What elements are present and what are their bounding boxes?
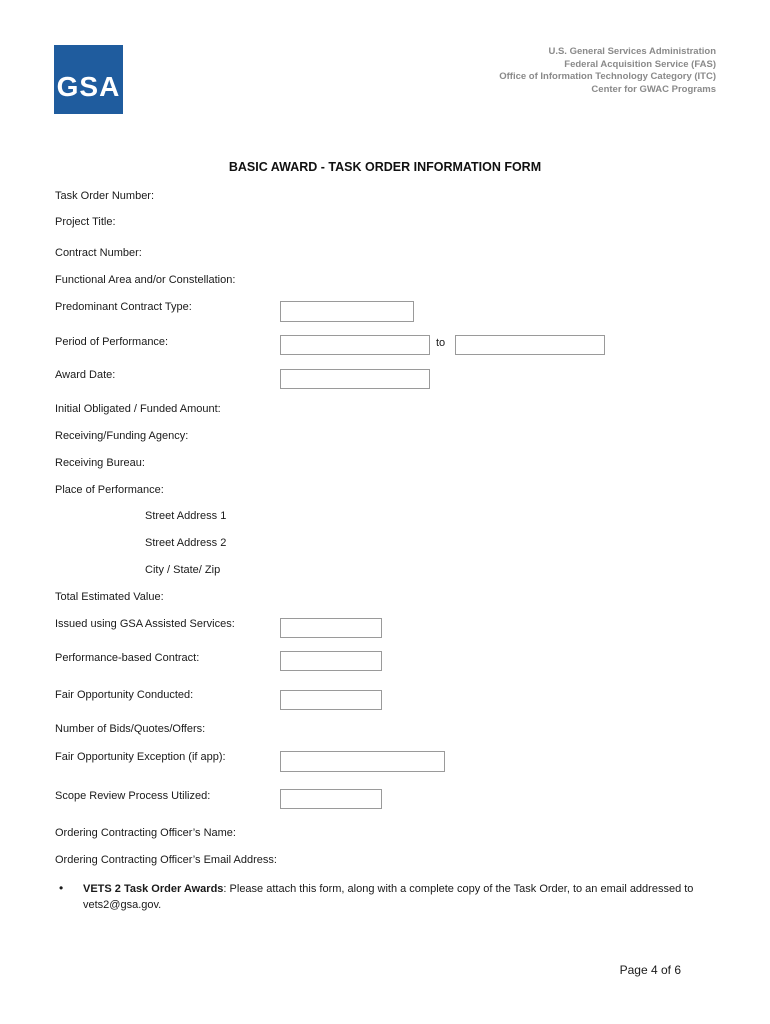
performance-based-label: Performance-based Contract: <box>55 652 200 664</box>
contract-type-label: Predominant Contract Type: <box>55 301 192 313</box>
scope-review-label: Scope Review Process Utilized: <box>55 790 211 802</box>
street-address-2-label: Street Address 2 <box>145 537 227 549</box>
note-text: : Please attach this form, along with a complete copy of the Task Order, to an email addressed to vets2@gsa.gov. <box>83 883 694 911</box>
period-start-field[interactable] <box>280 335 430 355</box>
receiving-bureau-label: Receiving Bureau: <box>55 457 145 469</box>
gsa-assisted-label: Issued using GSA Assisted Services: <box>55 618 235 630</box>
award-date-field[interactable] <box>280 369 430 389</box>
page-number: Page 4 of 6 <box>619 963 681 977</box>
award-date-label: Award Date: <box>55 369 116 381</box>
fair-opportunity-exception-field[interactable] <box>280 751 445 772</box>
performance-based-field[interactable] <box>280 651 382 671</box>
project-title-label: Project Title: <box>55 216 116 228</box>
agency-header <box>499 46 716 96</box>
contract-type-field[interactable] <box>280 301 414 322</box>
city-state-zip-label: City / State/ Zip <box>145 564 221 576</box>
fair-opportunity-label: Fair Opportunity Conducted: <box>55 689 194 701</box>
submission-note <box>83 881 723 913</box>
gsa-assisted-field[interactable] <box>280 618 382 638</box>
agency-line: Office of Information Technology Category (ITC) <box>499 71 716 82</box>
number-of-bids-label: Number of Bids/Quotes/Offers: <box>55 723 206 735</box>
agency-line: Federal Acquisition Service (FAS) <box>564 58 716 70</box>
task-order-number-label: Task Order Number: <box>55 190 155 202</box>
place-of-performance-label: Place of Performance: <box>55 484 164 496</box>
funding-agency-label: Receiving/Funding Agency: <box>55 430 189 442</box>
scope-review-field[interactable] <box>280 789 382 809</box>
agency-line: U.S. General Services Administration <box>548 46 716 57</box>
bullet-icon: • <box>59 881 64 895</box>
note-heading: VETS 2 Task Order Awards <box>83 883 224 895</box>
agency-line: Center for GWAC Programs <box>591 83 716 95</box>
functional-area-label: Functional Area and/or Constellation: <box>55 274 236 286</box>
co-name-label: Ordering Contracting Officer’s Name: <box>55 827 236 839</box>
period-to-label: to <box>436 337 446 349</box>
total-estimated-value-label: Total Estimated Value: <box>55 591 164 603</box>
period-of-performance-label: Period of Performance: <box>55 336 169 348</box>
gsa-logo <box>54 45 123 114</box>
contract-number-label: Contract Number: <box>55 247 142 259</box>
co-email-label: Ordering Contracting Officer’s Email Address: <box>55 854 277 866</box>
street-address-1-label: Street Address 1 <box>145 510 227 522</box>
fair-opportunity-exception-label: Fair Opportunity Exception (if app): <box>55 751 226 763</box>
period-end-field[interactable] <box>455 335 605 355</box>
initial-obligated-label: Initial Obligated / Funded Amount: <box>55 403 221 415</box>
form-title: BASIC AWARD - TASK ORDER INFORMATION FORM <box>228 160 542 174</box>
fair-opportunity-field[interactable] <box>280 690 382 710</box>
gsa-logo-text: GSA <box>56 70 121 102</box>
